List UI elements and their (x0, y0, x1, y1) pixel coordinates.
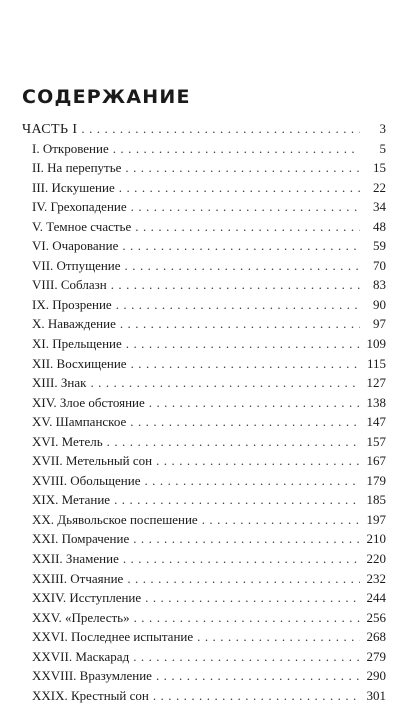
toc-chapter-row (22, 217, 386, 237)
toc-chapter-row (22, 295, 386, 315)
dot-leader (81, 119, 360, 139)
toc-chapter-row (22, 393, 386, 413)
toc-chapter-title: XIII. Знак (32, 375, 87, 391)
table-of-contents (22, 119, 386, 705)
dot-leader (107, 432, 360, 452)
dot-leader (127, 569, 360, 589)
toc-chapter-page-number: 70 (373, 257, 386, 273)
toc-part-page-number: 3 (379, 121, 386, 136)
toc-chapter-title: X. Наваждение (32, 316, 116, 332)
toc-chapter-title: VII. Отпущение (32, 257, 121, 273)
toc-chapter-row (22, 490, 386, 510)
toc-chapter-row (22, 275, 386, 295)
toc-chapter-page-number: 115 (366, 355, 386, 371)
toc-chapter-title: V. Темное счастье (32, 218, 132, 234)
dot-leader (131, 354, 360, 374)
dot-leader (126, 334, 360, 354)
toc-chapter-page-number: 185 (366, 492, 386, 508)
toc-chapter-title: XXIII. Отчаяние (32, 570, 124, 586)
dot-leader (156, 451, 360, 471)
toc-chapter-row (22, 627, 386, 647)
toc-chapter-row (22, 451, 386, 471)
toc-chapter-title: XVIII. Обольщение (32, 472, 141, 488)
dot-leader (133, 647, 360, 667)
toc-chapter-page-number: 5 (379, 140, 386, 156)
toc-chapter-page-number: 256 (366, 609, 386, 625)
toc-chapter-page-number: 34 (373, 199, 386, 215)
toc-chapter-page-number: 83 (373, 277, 386, 293)
toc-chapter-row (22, 432, 386, 452)
dot-leader (202, 510, 360, 530)
dot-leader (197, 627, 360, 647)
dot-leader (116, 295, 360, 315)
toc-chapter-title: XX. Дьявольское поспешение (32, 511, 198, 527)
toc-chapter-row (22, 158, 386, 178)
toc-chapter-title: XVI. Метель (32, 433, 103, 449)
toc-chapter-page-number: 147 (366, 414, 386, 430)
toc-chapter-title: XIV. Злое обстояние (32, 394, 145, 410)
dot-leader (135, 217, 360, 237)
toc-chapter-title: XXI. Помрачение (32, 531, 130, 547)
toc-chapter-title: XI. Прельщение (32, 336, 122, 352)
toc-chapter-row (22, 314, 386, 334)
dot-leader (131, 197, 360, 217)
toc-chapter-title: II. На перепутье (32, 160, 122, 176)
toc-chapter-page-number: 301 (366, 687, 386, 703)
toc-chapter-page-number: 197 (366, 511, 386, 527)
dot-leader (114, 490, 360, 510)
dot-leader (153, 686, 360, 705)
toc-chapter-title: XXVII. Маскарад (32, 648, 130, 664)
toc-chapter-row (22, 197, 386, 217)
toc-chapter-row (22, 549, 386, 569)
toc-chapter-title: IX. Прозрение (32, 296, 112, 312)
dot-leader (134, 608, 360, 628)
toc-chapter-row (22, 373, 386, 393)
toc-chapter-page-number: 279 (366, 648, 386, 664)
toc-chapter-page-number: 22 (373, 179, 386, 195)
toc-chapter-row (22, 256, 386, 276)
toc-chapter-title: XII. Восхищение (32, 355, 127, 371)
toc-chapter-title: III. Искушение (32, 179, 115, 195)
toc-chapter-page-number: 210 (366, 531, 386, 547)
toc-chapter-page-number: 157 (366, 433, 386, 449)
toc-chapter-page-number: 220 (366, 551, 386, 567)
toc-part-title: ЧАСТЬ I (22, 122, 78, 137)
toc-chapter-title: I. Откровение (32, 140, 109, 156)
dot-leader (156, 666, 360, 686)
dot-leader (125, 256, 360, 276)
dot-leader (90, 373, 360, 393)
toc-chapter-page-number: 138 (366, 394, 386, 410)
toc-chapter-page-number: 167 (366, 453, 386, 469)
toc-part-row (22, 119, 386, 139)
dot-leader (149, 393, 360, 413)
toc-chapter-row (22, 569, 386, 589)
toc-chapter-row (22, 471, 386, 491)
toc-chapter-row (22, 666, 386, 686)
toc-chapter-page-number: 90 (373, 296, 386, 312)
toc-chapter-row (22, 412, 386, 432)
toc-chapter-page-number: 109 (366, 336, 386, 352)
toc-chapter-title: XXVI. Последнее испытание (32, 629, 194, 645)
toc-chapter-page-number: 48 (373, 218, 386, 234)
toc-chapter-page-number: 268 (366, 629, 386, 645)
toc-chapter-row (22, 686, 386, 705)
toc-chapter-row (22, 510, 386, 530)
toc-chapter-page-number: 290 (366, 668, 386, 684)
toc-chapter-title: XXII. Знамение (32, 551, 119, 567)
toc-chapter-row (22, 647, 386, 667)
dot-leader (119, 178, 360, 198)
toc-chapter-row (22, 529, 386, 549)
toc-chapter-row (22, 588, 386, 608)
toc-chapter-title: XXIV. Исступление (32, 590, 142, 606)
dot-leader (111, 275, 360, 295)
toc-chapter-row (22, 608, 386, 628)
dot-leader (120, 314, 360, 334)
dot-leader (144, 471, 360, 491)
toc-chapter-page-number: 179 (366, 472, 386, 488)
dot-leader (133, 529, 360, 549)
toc-chapter-title: VI. Очарование (32, 238, 119, 254)
dot-leader (125, 158, 360, 178)
toc-chapter-page-number: 97 (373, 316, 386, 332)
toc-chapter-row (22, 354, 386, 374)
toc-chapter-title: XXIX. Крестный сон (32, 687, 149, 703)
toc-chapter-title: XXV. «Прелесть» (32, 609, 130, 625)
toc-chapter-page-number: 15 (373, 160, 386, 176)
toc-chapter-page-number: 59 (373, 238, 386, 254)
toc-chapter-row (22, 236, 386, 256)
dot-leader (123, 549, 360, 569)
toc-chapter-title: XVII. Метельный сон (32, 453, 153, 469)
toc-chapter-page-number: 244 (366, 590, 386, 606)
toc-chapter-title: XIX. Метание (32, 492, 111, 508)
dot-leader (122, 236, 360, 256)
dot-leader (130, 412, 360, 432)
dot-leader (113, 139, 360, 159)
dot-leader (145, 588, 360, 608)
toc-chapter-page-number: 127 (366, 375, 386, 391)
toc-chapter-title: IV. Грехопадение (32, 199, 127, 215)
page-title: СОДЕРЖАНИЕ (22, 86, 191, 108)
toc-chapter-title: XXVIII. Вразумление (32, 668, 152, 684)
toc-chapter-row (22, 139, 386, 159)
toc-chapter-row (22, 178, 386, 198)
toc-chapter-page-number: 232 (366, 570, 386, 586)
toc-chapter-title: XV. Шампанское (32, 414, 127, 430)
toc-chapter-row (22, 334, 386, 354)
toc-chapter-title: VIII. Соблазн (32, 277, 107, 293)
